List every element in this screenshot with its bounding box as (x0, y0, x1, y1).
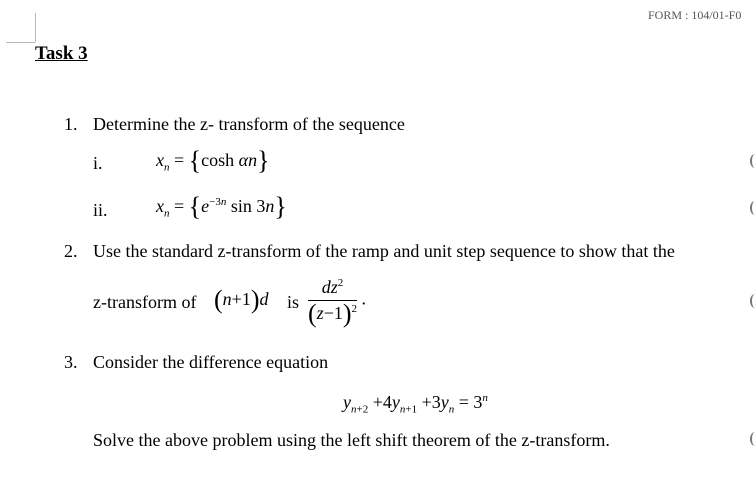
question-1-text: Determine the z- transform of the sequence (93, 114, 405, 134)
question-2-text: Use the standard z-transform of the ramp and unit step sequence to show that the (93, 241, 675, 261)
equation-2-expression: (n+1)d (214, 285, 269, 314)
difference-equation: $y_{n+2} +4y_{n+1} +3y_n = 3^n$ (343, 392, 488, 416)
right-edge-mark (750, 154, 756, 168)
right-edge-mark (750, 432, 756, 446)
question-1-ii-label: ii. (93, 200, 108, 220)
question-3-text: Consider the difference equation (93, 352, 329, 372)
question-1 (64, 114, 78, 135)
question-2-is: is (287, 292, 300, 312)
equation-1i: $x_n = \{\cosh$ αn} (156, 146, 270, 175)
question-1-number: 1. (64, 114, 78, 134)
right-edge-mark (750, 294, 756, 308)
question-2-number: 2. (64, 241, 78, 261)
question-1-i-label: i. (93, 153, 103, 173)
question-3-number: 3. (64, 352, 78, 372)
page-corner-mark-vertical (35, 13, 36, 42)
equation-1ii: $x_n = \{e^{-3n}$ sin 3n} (156, 192, 287, 221)
right-edge-mark (750, 201, 756, 215)
task-title: Task 3 (35, 43, 88, 64)
question-2-lead: z-transform of (93, 292, 197, 312)
question-3-solve: Solve the above problem using the left shift theorem of the z-transform. (93, 430, 610, 450)
equation-2-fraction: $\frac{dz^2}{(z-1)^2}$ . (308, 277, 367, 328)
page-corner-mark (6, 42, 35, 43)
form-code: FORM : 104/01-F0 (648, 8, 742, 22)
